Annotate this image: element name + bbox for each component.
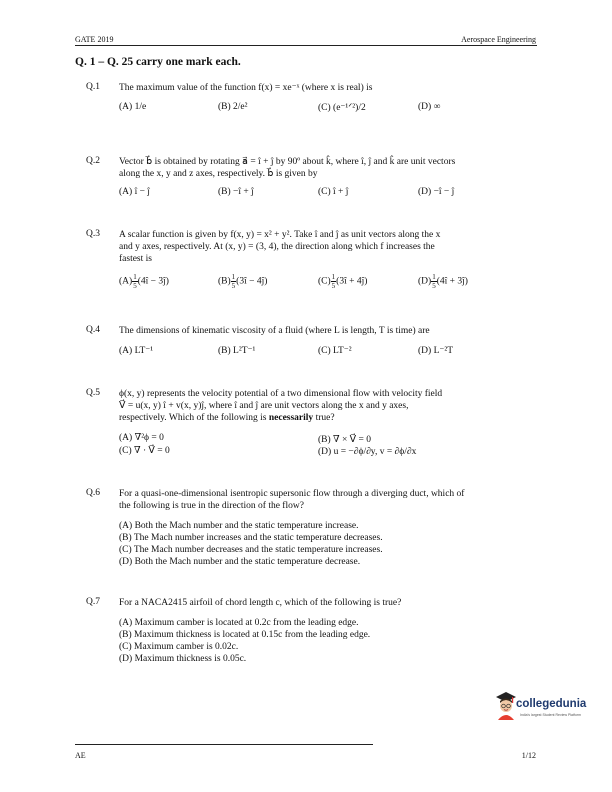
one-fifth-fraction: $\frac{1}{5}$ <box>331 273 336 290</box>
one-fifth-fraction: $\frac{1}{5}$ <box>432 273 436 290</box>
q6-number: Q.6 <box>86 488 100 498</box>
q2-line-2: along the x, y and z axes, respectively. b⃗ is given by <box>119 169 318 179</box>
q3-option-c-label: (C) <box>318 276 331 287</box>
q2-option-c: (C) î + ĵ <box>318 187 349 197</box>
one-fifth-fraction: $\frac{1}{5}$ <box>133 273 137 290</box>
q3-option-b-label: (B) <box>218 276 231 287</box>
q7-option-c: (C) Maximum camber is 0.02c. <box>119 642 239 652</box>
q5-line-1: ϕ(x, y) represents the velocity potential of a two dimensional flow with velocity field <box>119 389 443 399</box>
q4-option-a: (A) LT⁻¹ <box>119 346 154 356</box>
q3-option-c-expr: (3î + 4ĵ) <box>336 276 368 287</box>
q7-option-b: (B) Maximum thickness is located at 0.15c from the leading edge. <box>119 630 371 640</box>
q3-option-b <box>218 273 267 290</box>
header-exam-name: GATE 2019 <box>75 35 114 44</box>
q1-number: Q.1 <box>86 82 100 92</box>
q2-option-b: (B) −î + ĵ <box>218 187 254 197</box>
q7-number: Q.7 <box>86 597 100 607</box>
collegedunia-logo <box>494 688 587 728</box>
q2-option-a: (A) î − ĵ <box>119 187 150 197</box>
q7-text: For a NACA2415 airfoil of chord length c, which of the following is true? <box>119 598 402 608</box>
q1-option-d: (D) ∞ <box>418 102 441 112</box>
q6-option-b: (B) The Mach number increases and the static temperature decreases. <box>119 533 383 543</box>
footer-subject-code: AE <box>75 751 86 760</box>
q3-option-d-label: (D) <box>418 276 432 287</box>
one-fifth-fraction: $\frac{1}{5}$ <box>231 273 236 290</box>
q5-line-3: respectively. Which of the following is necessarily true? <box>119 413 335 423</box>
header-rule <box>75 45 537 46</box>
q6-option-d: (D) Both the Mach number and the static temperature decrease. <box>119 557 361 567</box>
q3-line-1: A scalar function is given by f(x, y) = x² + y². Take î and ĵ as unit vectors along the x <box>119 230 441 240</box>
q4-number: Q.4 <box>86 325 100 335</box>
q3-option-b-expr: (3î − 4ĵ) <box>236 276 268 287</box>
q2-number: Q.2 <box>86 156 100 166</box>
q4-option-c: (C) LT⁻² <box>318 346 352 356</box>
q2-line-1: Vector b⃗ is obtained by rotating a⃗ = î + ĵ by 90º about k̂, where î, ĵ and k̂ are unit vectors <box>119 157 456 167</box>
q3-option-a-label: (A) <box>119 276 133 287</box>
q6-option-a: (A) Both the Mach number and the static temperature increase. <box>119 521 359 531</box>
q4-option-b: (B) L²T⁻¹ <box>218 346 256 356</box>
q5-number: Q.5 <box>86 388 100 398</box>
q4-option-d: (D) L⁻²T <box>418 346 454 356</box>
q5-option-a: (A) ∇²ϕ = 0 <box>119 433 164 443</box>
emphasis-necessarily: necessarily <box>268 413 314 423</box>
q1-option-a: (A) 1/e <box>119 102 147 112</box>
q3-option-a <box>119 273 169 290</box>
q1-text: The maximum value of the function f(x) = xe⁻ˣ (where x is real) is <box>119 83 373 93</box>
q5-line-2: V⃗ = u(x, y) î + v(x, y)ĵ, where î and ĵ are unit vectors along the x and y axes, <box>119 401 409 411</box>
page-number: 1/12 <box>521 751 536 760</box>
student-mascot-icon <box>494 690 518 720</box>
q7-option-a: (A) Maximum camber is located at 0.2c from the leading edge. <box>119 618 359 628</box>
logo-tagline: India's largest Student Review Platform <box>520 713 581 717</box>
q2-option-d: (D) −î − ĵ <box>418 187 455 197</box>
q1-option-b: (B) 2/e² <box>218 102 248 112</box>
q3-number: Q.3 <box>86 229 100 239</box>
q5-option-c: (C) ∇ · V⃗ = 0 <box>119 446 170 456</box>
q3-option-d-expr: (4î + 3ĵ) <box>436 276 468 287</box>
q3-option-d <box>418 273 468 290</box>
q6-line-2: the following is true in the direction of the flow? <box>119 501 304 511</box>
q3-option-c <box>318 273 367 290</box>
q1-option-c: (C) (e⁻¹ᐟ²)/2 <box>318 103 366 113</box>
q3-option-a-expr: (4î − 3ĵ) <box>137 276 169 287</box>
footer-rule <box>75 744 373 745</box>
q5-option-d: (D) u = −∂ϕ/∂y, v = ∂ϕ/∂x <box>318 447 417 457</box>
q7-option-d: (D) Maximum thickness is 0.05c. <box>119 654 247 664</box>
q5-option-b: (B) ∇ × V⃗ = 0 <box>318 435 371 445</box>
q4-text: The dimensions of kinematic viscosity of a fluid (where L is length, T is time) are <box>119 326 430 336</box>
q3-line-2: and y axes, respectively. At (x, y) = (3, 4), the direction along which f increases the <box>119 242 435 252</box>
logo-wordmark: collegedunia <box>516 698 587 710</box>
section-title: Q. 1 – Q. 25 carry one mark each. <box>75 56 241 68</box>
q6-option-c: (C) The Mach number decreases and the static temperature increases. <box>119 545 383 555</box>
q3-line-3: fastest is <box>119 254 152 264</box>
header-subject: Aerospace Engineering <box>461 35 536 44</box>
q6-line-1: For a quasi-one-dimensional isentropic supersonic flow through a diverging duct, which of <box>119 489 465 499</box>
